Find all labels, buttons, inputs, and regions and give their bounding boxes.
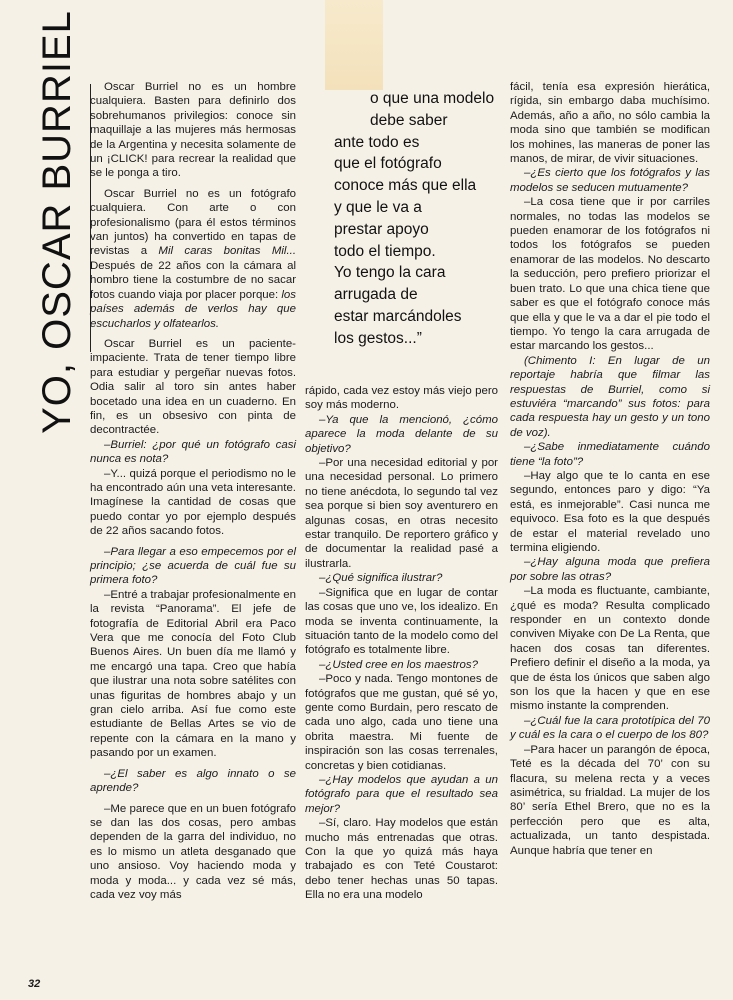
pull-quote-line: conoce más que ella [334, 177, 477, 195]
pull-quote-line: los gestos...” [334, 329, 422, 347]
answer: –Para hacer un parangón de época, Teté es la década del 70’ con su flacura, su melena recta y a veces asimétrica, su frialdad. La mujer de los 80’ sería Ethel Brero, que no es la perfección pero que es alta, actualizada, un tanto despistada. Aunque habría que tener en [510, 743, 710, 857]
answer: –Por una necesidad editorial y por una necesidad personal. Lo primero no tiene anécdota, lo segundo tal vez sea porque si bien soy aventurero en algunas cosas, en otras necesito estar tranquilo. De reportero gráfico y de documentar la realidad pasé a ilustrarla. [305, 457, 498, 570]
text-run: Después de 22 años con la cámara al hombro tiene la costumbre de no sacar fotos cuando viaja por placer porque: [90, 259, 296, 301]
answer: –La cosa tiene que ir por carriles normales, no todas las modelos se pueden enamorar de los fotógrafos ni todos los fotógrafos se pueden enamorar de las modelos. No descarto la seducción, pero prefiero priorizar el buen trato. Lo que una chica tiene que saber es que el fotógrafo conoce más que ella y que le va a dar el pie todo el tiempo. Yo tengo la cara arrugada de estar marcando los gestos... [510, 196, 710, 353]
pull-quote-line: todo el tiempo. [334, 242, 436, 260]
answer: –Me parece que en un buen fotógrafo se dan las dos cosas, pero ambas dependen de la garra del individuo, no es lo mismo un atleta desganado que uno ansioso. Voy haciendo moda y moda y moda... y cada vez sé más, cada vez voy más [90, 802, 296, 901]
question: –¿Cuál fue la cara prototípica del 70 y cuál es la cara o el cuerpo de los 80? [510, 714, 710, 742]
column-2 [305, 384, 498, 903]
text-run: Oscar Burriel no es un fotógrafo cualquiera. Con arte o con profesionalismo (para él estos términos van juntos) ha convertido en tapas de revistas a [90, 187, 296, 258]
pull-quote-line: arrugada de [334, 286, 418, 304]
pull-quote-line: debe saber [370, 111, 448, 129]
question: –¿Usted cree en los maestros? [319, 658, 478, 671]
italic-run: Mil caras bonitas Mil... [158, 245, 296, 258]
pull-quote-line: estar marcándoles [334, 307, 462, 325]
pull-quote-line: y que le va a [334, 198, 422, 216]
answer: –Sí, claro. Hay modelos que están mucho más entrenadas que otras. Con la que yo quizá más haya trabajado es con Teté Coustarot: debo tener hechas unas 50 tapas. Ella no era una modelo [305, 817, 498, 902]
intro-paragraph-2 [90, 187, 296, 331]
question: –¿Es cierto que los fotógrafos y las modelos se seducen mutuamente? [510, 167, 710, 194]
column-1 [90, 80, 296, 902]
pull-quote-line: prestar apoyo [334, 220, 429, 238]
answer: –Entré a trabajar profesionalmente en la revista “Panorama”. El jefe de fotografía de Editorial Abril era Paco Vera que me conocía del Foto Club Buenos Aires. Un buen día me llamó y me encargó una tapa. Creo que había que ilustrar una nota sobre satélites con unas figuritas de hombres abajo y un gran cielo arriba. Así fue como este estudiante de Bellas Artes se vio de repente con la cámara en la mano y pasando por un examen. [90, 588, 297, 760]
question: –Para llegar a eso empecemos por el principio; ¿se acuerda de cuál fue su primera foto? [90, 545, 296, 587]
pull-quote-line: ante todo es [334, 133, 420, 151]
answer: –Poco y nada. Tengo montones de fotógrafos que me gustan, qué sé yo, gente como Burdain, pero rescato de cada uno algo, cada uno tiene una obrita maestra. Mi fuente de inspiración son las cosas terrenales, concretas y bien cotidianas. [305, 673, 498, 772]
question: –Burriel: ¿por qué un fotógrafo casi nunca es nota? [90, 438, 296, 466]
pull-quote-line: que el fotógrafo [334, 155, 442, 173]
pull-quote-line: o que una modelo [370, 90, 495, 107]
intro-paragraph-3: Oscar Burriel es un paciente-impaciente. Trata de tener tiempo libre para estudiar y pergeñar nuevas fotos. Odia salir al toro sin antes haber bocetado una idea en un cuaderno. En fin, es un obsesivo con pinta de decontractée. [90, 337, 296, 437]
answer-continued: rápido, cada vez estoy más viejo pero soy más moderno. [305, 385, 498, 412]
question: –¿El saber es algo innato o se aprende? [90, 767, 296, 795]
answer: –La moda es fluctuante, cambiante, ¿qué es moda? Resulta complicado responder en un contexto donde conviven Miyake con De La Renta, que hacen dos cosas tan diferentes. Prefiero definir el diseño a la moda, ya que de ésta los únicos que saben algo son los que la hacen y que en ese mismo instante la comprenden. [510, 585, 710, 713]
question: –¿Sabe inmediatamente cuándo tiene “la foto”? [510, 441, 710, 468]
question: –¿Hay modelos que ayudan a un fotógrafo para que el resultado sea mejor? [305, 773, 498, 815]
question: –¿Hay alguna moda que prefiera por sobre las otras? [510, 556, 710, 583]
column-3 [510, 80, 710, 858]
italic-run: los países además de verlos hay que escucharlos y olfatearlos. [90, 288, 297, 330]
answer: –Significa que en lugar de contar las cosas que uno ve, los idealizo. En moda se inventa continuamente, la situación tanto de la modelo como del fotógrafo es totalmente libre. [305, 586, 498, 657]
answer: –Y... quizá porque el periodismo no le ha encontrado aún una veta interesante. Imagínese la cantidad de cosas que puedo contar yo por ejemplo después de 22 años sacando fotos. [90, 467, 296, 538]
intro-paragraph-1: Oscar Burriel no es un hombre cualquiera. Basten para definirlo dos sobrehumanos privilegios: conoce sin maquillaje a las mujeres más hermosas de la Argentina y necesita solamente de un ¡CLICK! para recrear la realidad que se le ponga a tiro. [90, 81, 296, 180]
page-number: 32 [28, 978, 41, 990]
tape-mark [325, 0, 383, 90]
pull-quote-line: Yo tengo la cara [334, 264, 446, 282]
answer-continued: fácil, tenía esa expresión hierática, rígida, sin embargo daba muchísimo. Además, año a año, no sólo cambia la moda sino que también se modifican los mohines, las maneras de poner las manos, de mirar, de vivir situaciones. [510, 81, 710, 166]
article-title [31, 10, 83, 434]
editor-note: (Chimento I: En lugar de un reportaje habría que filmar las respuestas de Burriel, como si estuviéra “marcando” sus fotos: para cada respuesta hay un gesto y un tono de voz). [510, 354, 710, 439]
question: –Ya que la mencionó, ¿cómo aparece la moda delante de su objetivo? [305, 413, 498, 455]
answer: –Hay algo que te lo canta en ese segundo, entonces paro y digo: “Ya está, es inmejorable”. Casi nunca me equivoco. Esa foto es la que después de estar el material revelado uno termina eligiendo. [510, 469, 710, 554]
article-title-text: YO, OSCAR BURRIEL [35, 10, 80, 434]
question: –¿Qué significa ilustrar? [319, 572, 443, 585]
pull-quote [334, 88, 504, 350]
